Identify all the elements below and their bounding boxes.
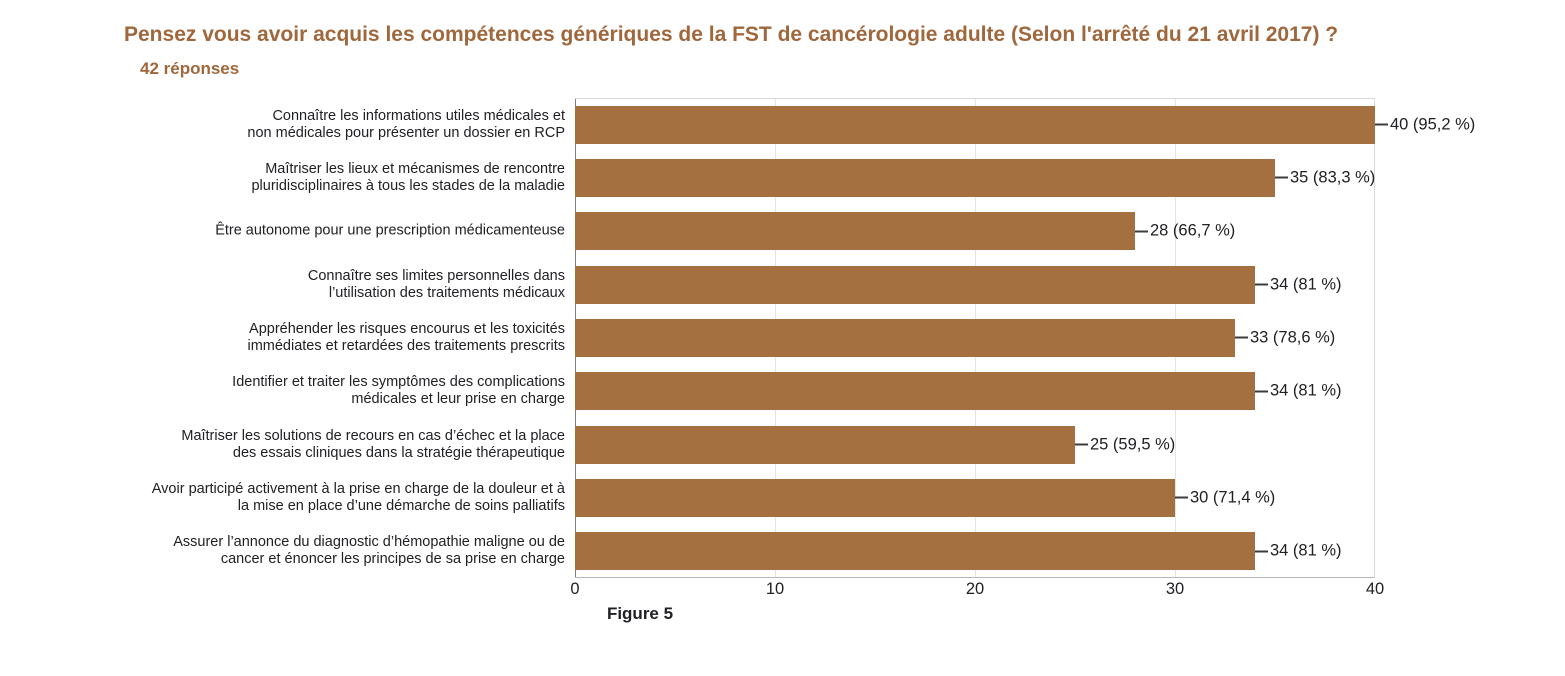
bar	[575, 266, 1255, 304]
bar-value-label: 25 (59,5 %)	[1090, 435, 1176, 454]
bar-rows	[0, 98, 1565, 578]
chart-response-count: 42 réponses	[140, 59, 240, 78]
bar-value-group	[1175, 488, 1275, 507]
bar-row	[0, 365, 1565, 418]
chart-title	[124, 18, 1414, 85]
bar-value-label: 28 (66,7 %)	[1150, 221, 1236, 240]
bar-value-group	[1135, 222, 1235, 241]
bar	[575, 212, 1135, 250]
bar-value-label: 30 (71,4 %)	[1190, 488, 1276, 507]
bar-value-label: 35 (83,3 %)	[1290, 168, 1376, 187]
leader-line	[1375, 124, 1388, 126]
x-tick-label: 20	[965, 580, 985, 598]
leader-line	[1235, 337, 1248, 339]
leader-line	[1255, 550, 1268, 552]
bar-category-label: Connaître ses limites personnelles dans l’utilisation des traitements médicaux	[307, 267, 565, 301]
bar-row	[0, 471, 1565, 524]
bar-category-label: Assurer l’annonce du diagnostic d’hémopathie maligne ou de cancer et énoncer les principes de sa prise en charge	[173, 534, 565, 568]
bar-value-group	[1255, 275, 1342, 294]
x-tick-label: 0	[570, 580, 580, 598]
bar-row	[0, 418, 1565, 471]
leader-line	[1075, 444, 1088, 446]
bar-row	[0, 311, 1565, 364]
bar-value-group	[1255, 382, 1342, 401]
bar-category-label: Maîtriser les solutions de recours en cas d’échec et la place des essais cliniques dans la stratégie thérapeutique	[181, 427, 565, 461]
x-tick-label: 30	[1165, 580, 1185, 598]
leader-line	[1255, 284, 1268, 286]
bar-row	[0, 98, 1565, 151]
chart-body	[0, 98, 1565, 598]
bar-category-label: Avoir participé activement à la prise en charge de la douleur et à la mise en place d’une démarche de soins palliatifs	[151, 480, 565, 514]
bar-value-group	[1275, 168, 1375, 187]
bar-category-label: Connaître les informations utiles médicales et non médicales pour présenter un dossier en RCP	[247, 107, 565, 141]
bar-category-label: Maîtriser les lieux et mécanismes de rencontre pluridisciplinaires à tous les stades de la maladie	[251, 160, 565, 194]
x-tick-label: 10	[765, 580, 785, 598]
leader-line	[1135, 230, 1148, 232]
chart-title-text: Pensez vous avoir acquis les compétences génériques de la FST de cancérologie adulte (Selon l'arrêté du 21 avril 2017) ?	[124, 23, 1339, 46]
leader-line	[1275, 177, 1288, 179]
bar-category-label: Appréhender les risques encourus et les toxicités immédiates et retardées des traitements prescrits	[247, 320, 565, 354]
bar-row	[0, 205, 1565, 258]
bar	[575, 106, 1375, 144]
bar-value-group	[1255, 542, 1342, 561]
leader-line	[1175, 497, 1188, 499]
bar-value-label: 34 (81 %)	[1270, 541, 1342, 560]
bar-value-label: 34 (81 %)	[1270, 275, 1342, 294]
bar-category-label: Être autonome pour une prescription médicamenteuse	[215, 222, 565, 239]
bar-value-label: 40 (95,2 %)	[1390, 115, 1476, 134]
bar	[575, 426, 1075, 464]
bar-value-group	[1235, 328, 1335, 347]
bar-row	[0, 525, 1565, 578]
x-tick-label: 40	[1365, 580, 1385, 598]
bar-row	[0, 151, 1565, 204]
bar-value-group	[1375, 115, 1475, 134]
leader-line	[1255, 390, 1268, 392]
bar-value-label: 34 (81 %)	[1270, 381, 1342, 400]
bar	[575, 319, 1235, 357]
bar	[575, 532, 1255, 570]
bar-value-label: 33 (78,6 %)	[1250, 328, 1336, 347]
bar	[575, 372, 1255, 410]
bar	[575, 159, 1275, 197]
figure-caption: Figure 5	[606, 604, 674, 623]
bar-category-label: Identifier et traiter les symptômes des complications médicales et leur prise en charge	[232, 374, 565, 408]
bar-value-group	[1075, 435, 1175, 454]
bar-row	[0, 258, 1565, 311]
bar	[575, 479, 1175, 517]
